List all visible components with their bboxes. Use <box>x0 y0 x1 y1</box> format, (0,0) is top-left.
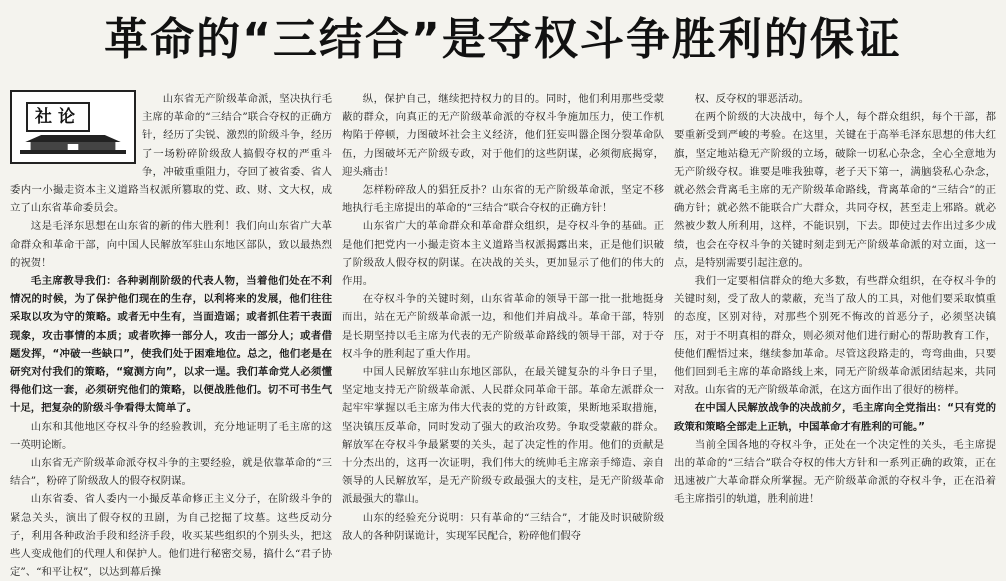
editorial-headline: 革命的“三结合”是夺权斗争胜利的保证 <box>104 14 902 65</box>
article-paragraph: 山东的经验充分说明：只有革命的“三结合”，才能及时识破阶级敌人的各种阴谋诡计，实现军民配合，粉碎他们假夺 <box>342 511 664 542</box>
article-body <box>10 90 996 579</box>
article-paragraph: 怎样粉碎敌人的猖狂反扑？山东省的无产阶级革命派，坚定不移地执行毛主席提出的革命的“三结合”联合夺权的正确方针！ <box>342 184 664 215</box>
article-column-2 <box>342 90 664 542</box>
editorial-logo-text: 社论 <box>26 102 90 132</box>
article-column-1 <box>10 90 332 579</box>
article-paragraph: 中国人民解放军驻山东地区部队，在最关键复杂的斗争日子里，坚定地支持无产阶级革命派、人民群众同革命干部。革命左派群众一起牢牢掌握以毛主席为伟大代表的党的方针政策，果断地采取措施，坚决镇压反革命，同时发动了强大的政治攻势。争取受蒙蔽的群众。解放军在夺权斗争最紧要的关头，起了决定性的作用。他们的贡献是十分杰出的，这再一次证明，我们伟大的统帅毛主席亲手缔造、亲自领导的人民解放军，是无产阶级专政最强大的支柱，是无产阶级革命派最强大的靠山。 <box>342 366 664 506</box>
article-paragraph: 毛主席教导我们：各种剥削阶级的代表人物，当着他们处在不利情况的时候，为了保护他们现在的生存，以利将来的发展，他们往往采取以攻为守的策略。或者无中生有，当面造谣；或者抓住若干表面现象，攻击事情的本质；或者吹捧一部分人，攻击一部分人；或者借题发挥，“冲破一些缺口”，使我们处于困难地位。总之，他们老是在研究对付我们的策略，“窥测方向”，以求一逞。我们革命党人必须懂得他们这一套，必须研究他们的策略，以便战胜他们。切不可书生气十足，把复杂的阶级斗争看得太简单了。 <box>10 275 332 415</box>
article-paragraph: 在中国人民解放战争的决战前夕，毛主席向全党指出：“只有党的政策和策略全部走上正轨，中国革命才有胜利的可能。” <box>674 402 996 433</box>
article-paragraph: 在夺权斗争的关键时刻，山东省革命的领导干部一批一批地挺身而出，站在无产阶级革命派一边，和他们并肩战斗。革命干部，特别是长期坚持以毛主席为代表的无产阶级革命路线的领导干部，对于夺权斗争的胜利起了重大作用。 <box>342 293 664 360</box>
article-paragraph: 这是毛泽东思想在山东省的新的伟大胜利！我们向山东省广大革命群众和革命干部，向中国人民解放军驻山东地区部队，致以最热烈的祝贺！ <box>10 220 332 269</box>
article-paragraph: 山东省无产阶级革命派夺权斗争的主要经验，就是依靠革命的“三结合”，粉碎了阶级敌人的假夺权阴谋。 <box>10 457 332 488</box>
article-paragraph: 权、反夺权的罪恶活动。 <box>694 93 810 105</box>
tiananmen-gate-icon <box>20 132 126 154</box>
article-column-3 <box>674 90 996 504</box>
article-paragraph: 山东和其他地区夺权斗争的经验教训，充分地证明了毛主席的这一英明论断。 <box>10 420 332 451</box>
article-paragraph: 山东省委、省人委内一小撮反革命修正主义分子，在阶级斗争的紧急关头，演出了假夺权的丑剧，为自己挖掘了坟墓。这些反动分子，利用各种政治手段和经济手段，收买某些组织的个别头头，把这些人变成他们的代理人和保护人。他们进行秘密交易，搞什么“君子协定”、“和平让权”，以达到幕后操 <box>10 493 332 579</box>
article-paragraph: 山东省无产阶级革命派，坚决执行毛主席的革命的“三结合”联合夺权的正确方针，经历了尖锐、激烈的阶级斗争，经历了一场粉碎阶级敌人搞假夺权的严重斗争，冲破重重阻力，夺回了被省委、省人委内一小撮走资本主义道路当权派所篡取的党、政、财、文大权，成立了山东省革命委员会。 <box>10 93 332 215</box>
editorial-logo <box>10 90 136 164</box>
article-paragraph: 在两个阶级的大决战中，每个人，每个群众组织，每个干部，都要重新受到严峻的考验。在这里，关键在于高举毛泽东思想的伟大红旗，坚定地站稳无产阶级的立场，破除一切私心杂念，全心全意地为无产阶级夺权。谁要是唯我独尊，老子天下第一，满脑袋私心杂念，就必然会背离毛主席的无产阶级革命路线，背离革命的“三结合”的正确方针；就必然不能联合广大群众，共同夺权，甚至走上邪路。就必然被少数人所利用，这样，不能识别，下去。即使过去作出过多少成绩，也会在夺权斗争的关键时刻走到无产阶级革命派的对立面，这一点，是特别需要引起注意的。 <box>674 111 996 269</box>
article-paragraph: 山东省广大的革命群众和革命群众组织，是夺权斗争的基础。正是他们把党内一小撮走资本主义道路当权派揭露出来，正是他们识破了阶级敌人假夺权的阴谋。在决战的关头，更加显示了他们的伟大的作用。 <box>342 220 664 288</box>
article-paragraph: 纵，保护自己，继续把持权力的目的。同时，他们利用那些受蒙蔽的群众，向真正的无产阶级革命派的夺权斗争施加压力，使工作机构陷于停顿，力图破坏社会主义经济，他们狂妄叫嚣企图分裂革命队伍，力图破坏无产阶级专政，对于他们的这些阴谋，必须彻底揭穿，迎头痛击！ <box>342 93 664 178</box>
article-paragraph: 我们一定要相信群众的绝大多数，有些群众组织，在夺权斗争的关键时刻，受了敌人的蒙蔽，充当了敌人的工具，对他们要采取慎重的态度，区别对待，对那些个别死不悔改的首恶分子，必须坚决镇压，对于不明真相的群众，则必须对他们进行耐心的帮助教育工作，使他们醒悟过来，继续参加革命。尽管这段路走的，弯弯曲曲，只要他们回到毛主席的革命路线上来，同无产阶级革命派团结起来，共同对敌。山东省的无产阶级革命派，在这方面作出了很好的榜样。 <box>674 275 996 397</box>
article-paragraph: 当前全国各地的夺权斗争，正处在一个决定性的关头，毛主席提出的革命的“三结合”联合夺权的伟大方针和一系列正确的政策，正在迅速被广大革命群众所掌握。无产阶级革命派的夺权斗争，正在沿着毛主席指引的轨道，胜利前进！ <box>674 438 996 506</box>
